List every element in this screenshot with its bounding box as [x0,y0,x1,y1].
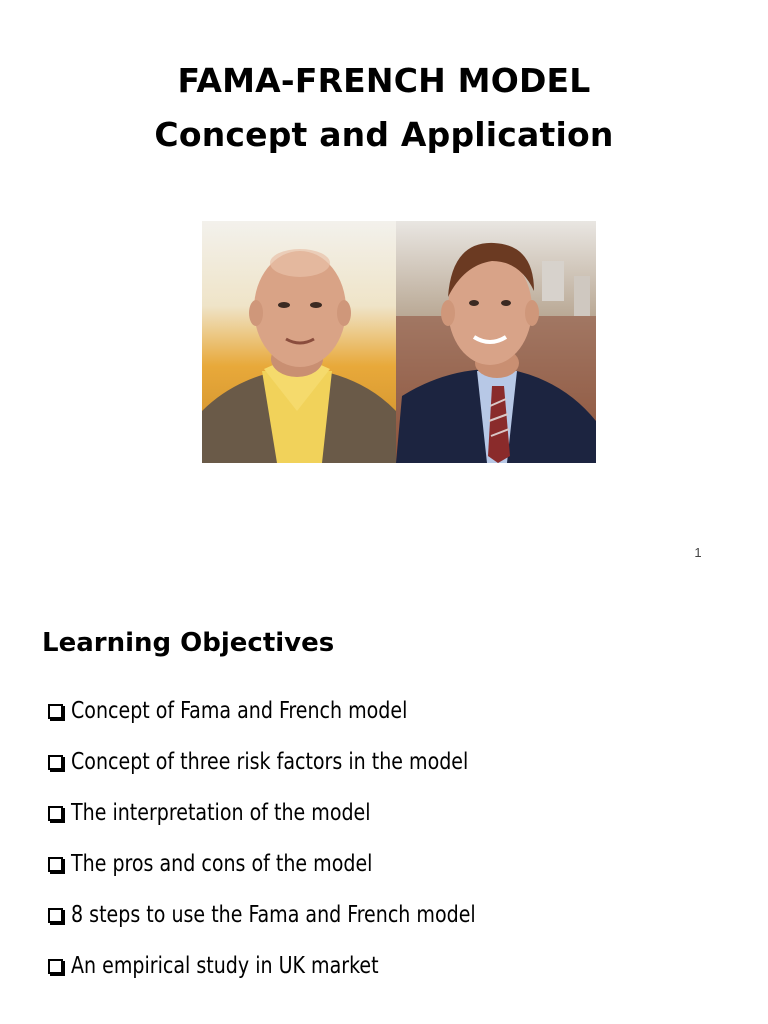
checkbox-icon [48,806,63,821]
title-line-1: FAMA-FRENCH MODEL [177,61,591,100]
building-window [574,276,590,316]
right-man-ear [525,300,539,326]
left-man-eye [310,302,322,308]
objective-text: Concept of three risk factors in the model [71,749,469,775]
page-number: 1 [694,545,702,560]
objective-item [48,800,511,851]
objective-item [48,851,511,902]
right-man-ear [441,300,455,326]
objective-text: The interpretation of the model [71,800,371,826]
objective-text: The pros and cons of the model [71,851,373,877]
objectives-list [48,698,511,1004]
left-man-ear [337,300,351,326]
title-line-2: Concept and Application [154,115,614,154]
checkbox-icon [48,959,63,974]
left-man-head-shine [270,249,330,277]
right-man-eye [501,300,511,306]
objective-item [48,902,511,953]
portrait-photo [202,221,596,463]
objective-item [48,698,511,749]
objectives-heading: Learning Objectives [42,628,335,658]
building-window [542,261,564,301]
objective-text: Concept of Fama and French model [71,698,408,724]
objective-item [48,749,511,800]
slide-learning-objectives [0,590,768,1024]
right-man-eye [469,300,479,306]
left-man-eye [278,302,290,308]
objective-text: An empirical study in UK market [71,953,379,979]
checkbox-icon [48,908,63,923]
objective-text: 8 steps to use the Fama and French model [71,902,476,928]
left-man-ear [249,300,263,326]
checkbox-icon [48,704,63,719]
checkbox-icon [48,755,63,770]
objective-item [48,953,511,1004]
checkbox-icon [48,857,63,872]
